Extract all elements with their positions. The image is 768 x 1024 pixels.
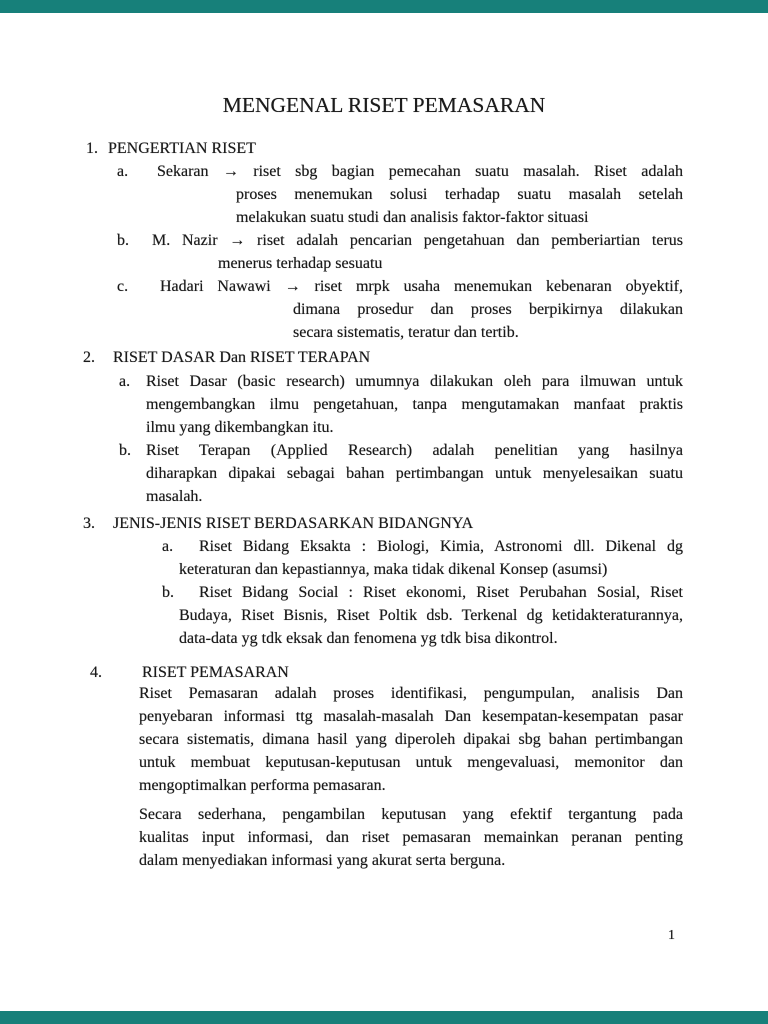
list-item-label: c. (117, 278, 129, 295)
text-line: secara sistematis, teratur dan tertib. (293, 324, 519, 341)
text-line: Sekaran → riset sbg bagian pemecahan suatu masalah. Riset adalah (157, 163, 683, 180)
text-line: kualitas input informasi, dan riset pemasaran memainkan peranan penting (139, 829, 683, 846)
text-line: untuk membuat keputusan-keputusan untuk mengevaluasi, memonitor dan (139, 754, 683, 771)
top-edge-bar (0, 0, 768, 13)
text-line: Riset Bidang Social : Riset ekonomi, Riset Perubahan Sosial, Riset (199, 584, 683, 601)
page-number: 1 (668, 928, 675, 943)
text-line: menerus terhadap sesuatu (218, 255, 383, 272)
text-line: melakukan suatu studi dan analisis faktor-faktor situasi (236, 209, 589, 226)
text-line: diharapkan dipakai sebagai bahan pertimbangan untuk menyelesaikan suatu (146, 465, 683, 482)
text-line: penyebaran informasi ttg masalah-masalah Dan kesempatan-kesempatan pasar (139, 708, 683, 725)
section-2-heading (83, 346, 370, 369)
text-line: secara sistematis, dimana hasil yang diperoleh dipakai sbg bahan pertimbangan (139, 731, 683, 748)
list-item-label: b. (162, 584, 174, 601)
section-heading-text: PENGERTIAN RISET (108, 140, 256, 157)
text-line: Budaya, Riset Bisnis, Riset Poltik dsb. Terkenal dg ketidakteraturannya, (179, 607, 683, 624)
text-line: masalah. (146, 488, 203, 505)
section-number: 4. (90, 664, 102, 681)
text-line: proses menemukan solusi terhadap suatu masalah setelah (236, 186, 683, 203)
section-heading-text: JENIS-JENIS RISET BERDASARKAN BIDANGNYA (113, 515, 474, 532)
text-line: dimana prosedur dan proses berpikirnya dilakukan (293, 301, 683, 318)
section-heading-text: RISET DASAR Dan RISET TERAPAN (113, 349, 371, 366)
list-item-label: b. (117, 232, 129, 249)
text-line: Riset Bidang Eksakta : Biologi, Kimia, Astronomi dll. Dikenal dg (199, 538, 683, 555)
section-3-heading (83, 512, 473, 535)
section-number: 2. (83, 349, 95, 366)
section-number: 3. (83, 515, 95, 532)
text-line: keteraturan dan kepastiannya, maka tidak dikenal Konsep (asumsi) (179, 561, 608, 578)
text-line: dalam menyediakan informasi yang akurat serta berguna. (139, 852, 506, 869)
text-line: Hadari Nawawi → riset mrpk usaha menemukan kebenaran obyektif, (160, 278, 683, 295)
section-4-heading (90, 661, 289, 684)
section-number: 1. (86, 140, 98, 157)
text-line: Riset Terapan (Applied Research) adalah penelitian yang hasilnya (146, 442, 683, 459)
bottom-edge-bar (0, 1011, 768, 1024)
text-line: Riset Dasar (basic research) umumnya dilakukan oleh para ilmuwan untuk (146, 373, 683, 390)
text-line: ilmu yang dikembangkan itu. (146, 419, 334, 436)
text-line: mengoptimalkan performa pemasaran. (139, 777, 386, 794)
list-item-label: a. (162, 538, 174, 555)
text-line: data-data yg tdk eksak dan fenomena yg tdk bisa dikontrol. (179, 630, 558, 647)
text-line: M. Nazir → riset adalah pencarian pengetahuan dan pemberiartian terus (152, 232, 683, 249)
section-heading-text: RISET PEMASARAN (142, 664, 289, 681)
document-title: MENGENAL RISET PEMASARAN (222, 93, 546, 117)
list-item-label: a. (117, 163, 129, 180)
list-item-label: a. (119, 373, 131, 390)
text-line: mengembangkan ilmu pengetahuan, tanpa mengutamakan manfaat praktis (146, 396, 683, 413)
text-line: Riset Pemasaran adalah proses identifikasi, pengumpulan, analisis Dan (139, 685, 683, 702)
text-line: Secara sederhana, pengambilan keputusan yang efektif tergantung pada (139, 806, 683, 823)
section-1-heading (86, 137, 256, 160)
list-item-label: b. (119, 442, 131, 459)
